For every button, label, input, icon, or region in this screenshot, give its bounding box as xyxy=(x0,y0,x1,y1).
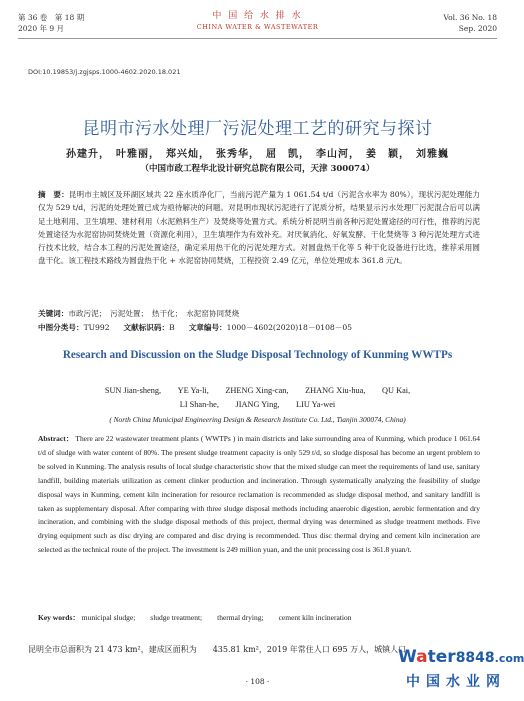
header-date-cn: 2020 年 9 月 xyxy=(18,24,65,33)
journal-title xyxy=(0,10,515,32)
abstract-en xyxy=(38,432,480,557)
water8848-watermark-logo xyxy=(398,647,524,695)
header-divider xyxy=(18,38,497,39)
watermark-brand xyxy=(398,647,524,667)
authors-cn: 孙建升， 叶雅丽， 郑兴灿， 张秀华， 屈 凯， 李山河， 姜 颖， 刘雅巍 xyxy=(66,149,449,160)
classification xyxy=(38,321,480,334)
header-issue xyxy=(443,12,497,34)
header-volume-en: Vol. 36 No. 18 xyxy=(443,13,497,22)
doc-code-value: B xyxy=(169,323,175,332)
journal-title-en: CHINA WATER & WASTEWATER xyxy=(196,23,319,31)
keywords-en xyxy=(38,612,480,623)
clc-value: TU992 xyxy=(83,323,110,332)
watermark-ter: ter xyxy=(427,647,456,667)
article-number-value: 1000－4602(2020)18－0108－05 xyxy=(226,323,352,332)
article-title-en: Research and Discussion on the Sludge Disposal Technology of Kunming WWTPs xyxy=(62,349,453,361)
page-number: · 108 · xyxy=(245,677,270,686)
watermark-domain: .com xyxy=(494,652,524,665)
journal-title-cn: 中 国 给 水 排 水 xyxy=(212,11,303,21)
keywords-cn xyxy=(38,307,480,320)
header-volume-cn: 第 36 卷 第 18 期 xyxy=(18,13,85,22)
authors-en-line2: LI Shan-he, JIANG Ying, LIU Ya-wei xyxy=(179,400,336,409)
watermark-a: a xyxy=(416,647,428,667)
authors-en xyxy=(30,384,485,412)
keywords-en-label: Key words： xyxy=(38,613,80,622)
abstract-cn-text: 昆明市主城区及环湖区域共 22 座水质净化厂，当前污泥产量为 1 061.54 t/d（污泥含水率为 80%），现状污泥处理能力仅为 529 t/d，污泥的处理处置已成为亟待解决的问题。对昆明市现状污泥进行了泥质分析，结果显示污水处理厂污泥混合后可以满足土地利用、卫生填埋、建材利用（水泥熟料生产）及焚烧等处置方式。系统分析昆明当前各种污泥处置途径的可行性，推荐的污泥处置途径为水泥窑协同焚烧处置（资源化利用），卫生填埋作为有效补充。对厌氧消化、好氧发酵、干化焚烧等 3 种污泥处理方式进行技术比较，结合本工程的污泥处置途径，确定采用热干化的污泥处理方式。对圆盘热干化等 5 种干化设备进行比选，推荐采用圆盘干化。该工程技术路线为圆盘热干化 + 水泥窑协同焚烧，工程投资 2.49 亿元，单位处理成本 361.8 元/t。 xyxy=(38,190,481,266)
abstract-cn xyxy=(38,188,480,268)
keywords-en-text: municipal sludge; sludge treatment; thermal drying; cement kiln incineration xyxy=(81,613,352,622)
keywords-cn-text: 市政污泥； 污泥处置； 热干化； 水泥窑协同焚烧 xyxy=(68,309,240,318)
watermark-number: 8848 xyxy=(455,650,495,666)
article-number-label: 文章编号： xyxy=(188,323,227,332)
watermark-cn: 中国水业网 xyxy=(406,674,506,690)
keywords-cn-label: 关键词： xyxy=(38,309,69,318)
article-title-cn: 昆明市污水处理厂污泥处理工艺的研究与探讨 xyxy=(82,119,433,139)
clc-label: 中图分类号： xyxy=(38,323,84,332)
doi: DOI:10.19853/j.zgjsps.1000-4602.2020.18.021 xyxy=(28,68,181,76)
abstract-en-label: Abstract： xyxy=(38,434,74,443)
doc-code-label: 文献标识码： xyxy=(123,323,170,332)
authors-en-line1: SUN Jian-sheng, YE Ya-li, ZHENG Xing-can, ZHANG Xiu-hua, QU Kai, xyxy=(104,386,411,395)
abstract-en-text: There are 22 wastewater treatment plants ( WWTPs ) in main districts and lake surrounding area of Kunming, which produce 1 061.64 t/d of sludge with water content of 80%. The present sludge treatment capacity is only 529 t/d, so sludge disposal has become an urgent problem to be solved in Kunming. The analysis results of local sludge characteristic show that the mixed sludge can meet the requirements of land use, sanitary landfill, building materials utilization as cement clinker production and incineration. Through systematically analyzing the feasibility of sludge disposal ways in Kunming, cement kiln incineration for resource reclamation is recommended as sludge disposal method, and sanitary landfill is taken as supplementary disposal. After comparing with three sludge disposal methods including anaerobic digestion, aerobic fermentation and dry incineration, and combining with the sludge disposal methods of this project, thermal drying was determined as sludge treatment methods. Five drying equipment such as disc drying are compared and disc drying is recommended. Thus disc thermal drying and cement kiln incineration are selected as the technical route of the project. The investment is 249 million yuan, and the unit processing cost is 361.8 yuan/t. xyxy=(38,434,480,555)
header-date-en: Sep. 2020 xyxy=(458,24,497,33)
affiliation-en: ( North China Municipal Engineering Design & Research Institute Co. Ltd., Tianjin 300074, China) xyxy=(109,415,406,424)
body-text-start: 昆明全市总面积为 21 473 km²，建成区面积为 435.81 km²，2019 年常住人口 695 万人，城镇人口 xyxy=(28,645,407,654)
watermark-w: W xyxy=(398,647,417,667)
affiliation-cn: （中国市政工程华北设计研究总院有限公司，天津 300074） xyxy=(140,164,375,174)
abstract-cn-label: 摘 要： xyxy=(38,190,69,199)
